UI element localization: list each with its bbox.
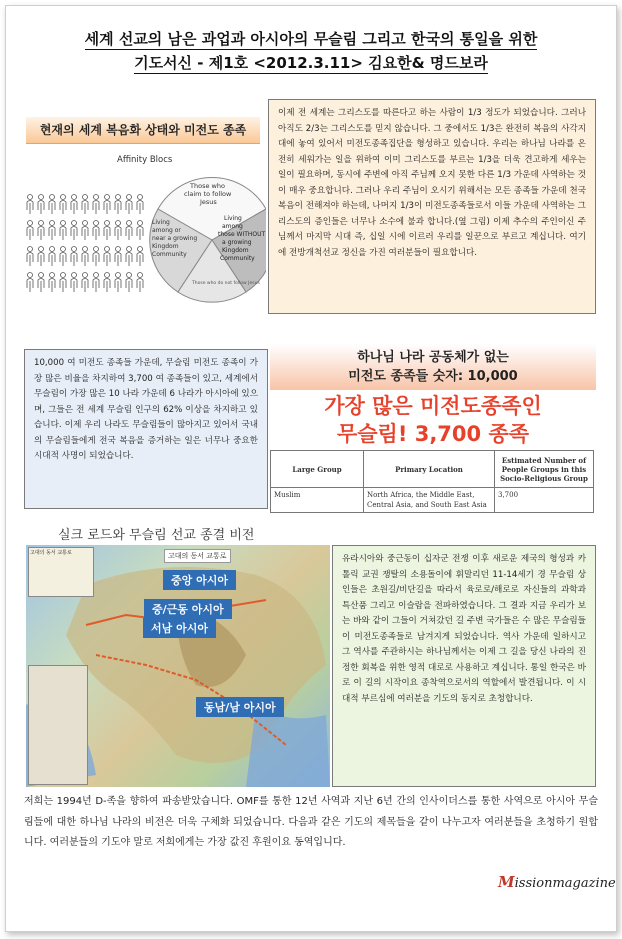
section3-heading: 실크 로드와 무슬림 선교 종결 비전 xyxy=(58,528,255,543)
section2-heading-line1: 하나님 나라 공동체가 없는 xyxy=(357,350,509,365)
section2-heading xyxy=(270,344,596,390)
table-row xyxy=(271,488,594,513)
table-header-cell: Estimated Number of People Groups in this Socio-Religious Group xyxy=(495,451,594,488)
table-cell: Muslim xyxy=(271,488,364,513)
people-crowd xyxy=(27,195,143,293)
map-inset-bottom xyxy=(28,665,88,785)
affinity-blocs-diagram xyxy=(22,150,266,318)
map-label-south-west-asia: 서남 아시아 xyxy=(143,618,216,638)
map-inset-title: 고대의 동서 교통로 xyxy=(30,550,72,556)
section3-text-box: 유라시아와 중근동이 십자군 전쟁 이후 새로운 제국의 형성과 카톨릭 교권 쟁탈의 소용돌이에 휘말리던 11-14세기 경 무슬림 상인들은 초원길/비단길을 따라서 육로로/해로로 자신들의 과학과 특산품 그리고 이슬람을 전파하였습니다. 그 결과 지금 우리가 보는 바와 같이 그들이 거쳐갔던 길 주변 국가들은 수 많은 무슬림들이 미전도종족들로 남겨지게 되었습니다. 역사 가운데 일하시고 그 역사를 주관하시는 하나님께서는 이제 그 길을 당신 나라의 진정한 회복을 위한 영적 대로로 사용하고 계십니다. 통일 한국은 바로 이 길의 시작이요 종착역으로서의 역할에서 발견됩니다. 이 시대적 부르심에 여러분을 기도의 동지로 초청합니다. xyxy=(332,545,596,787)
map-inset xyxy=(28,547,94,597)
map-small-label: 고대의 동서 교통로 xyxy=(164,549,231,563)
page-title-line1: 세계 선교의 남은 과업과 아시아의 무슬림 그리고 한국의 통일을 위한 xyxy=(84,30,538,48)
footer-text: 저희는 1994년 D-족을 향하여 파송받았습니다. OMF를 통한 12년 사역과 지난 6년 간의 인사이더스를 통한 사역으로 아시아 무슬림들에 대한 하나님 나라의 비전은 더욱 구체화 되었습니다. 다음과 같은 기도의 제목들을 같이 나누고자 여러분들을 초청하기 원합니다. 여러분들의 기도야 말로 저희에게는 가장 값진 후원이요 동역입니다. xyxy=(24,796,598,848)
diagram-title: Affinity Blocs xyxy=(117,155,173,165)
muslim-highlight-line2: 무슬림! 3,700 종족 xyxy=(336,422,530,446)
table-header-cell: Large Group xyxy=(271,451,364,488)
map-label-south-east-asia: 동남/남 아시아 xyxy=(196,697,284,717)
map-label-middle-east: 중/근동 아시아 xyxy=(144,599,232,619)
table-header-row xyxy=(271,451,594,488)
muslim-highlight-line1: 가장 많은 미전도종족인 xyxy=(324,394,542,418)
section1-heading: 현재의 세계 복음화 상태와 미전도 종족 xyxy=(26,117,260,144)
section1-text-box: 이제 전 세계는 그리스도를 따른다고 하는 사람이 1/3 정도가 되었습니다. 그러나 아직도 2/3는 그리스도를 믿지 않습니다. 그 중에서도 1/3은 완전히 복음의 사각지대에 놓여 있어서 미전도종족집단을 형성하고 있습니다. 우리는 하나님 나라를 온전히 세워가는 일을 위하여 이미 그리스도를 부르는 1/3을 더욱 견고하게 세우는 일이 필요하며, 동시에 주변에 아직 주님께 오지 못한 다른 1/3 가운데 사역하는 것이 매우 중요합니다. 그러나 우리 주님이 오시기 위해서는 모든 종족들 가운데 천국복음이 전해져야 하는데, 나머지 1/3이 미전도종족들로서 이들 가운데 사역하는 그리스도의 증인들은 너무나 소수에 불과 합니다.(옆 그림) 이제 추수의 주인이신 주님께서 마지막 시대 즉, 십일 시에 이르러 우리를 일꾼으로 부르고 계십니다. 여기에 전방개척선교 정신을 가진 여러분들이 필요합니다. xyxy=(268,99,596,314)
seg-bottom-label: Those who do not follow Jesus xyxy=(192,281,260,286)
silk-road-map xyxy=(26,545,330,787)
page-title-line2: 기도서신 - 제1호 <2012.3.11> 김요한& 명드보라 xyxy=(134,54,488,72)
table-cell: North Africa, the Middle East, Central Asia, and South East Asia xyxy=(364,488,495,513)
muslim-highlight xyxy=(270,392,596,448)
table-cell: 3,700 xyxy=(495,488,594,513)
mission-magazine-logo: Missionmagazine xyxy=(498,873,616,891)
seg-left-label: Living among or near a growing Kingdom Community xyxy=(152,219,198,258)
section2-text-box: 10,000 여 미전도 종족들 가운데, 무슬림 미전도 종족이 가장 많은 비율을 차지하여 3,700 여 종족들이 있고, 세계에서 무슬림이 가장 많은 10 나라 가운데 6 나라가 아시아에 있으며, 그들은 전 세계 무슬림 인구의 62% 이상을 차지하고 있습니다. 이제 우리 나라도 무슬림들이 많아지고 있어서 국내의 무슬림들에게 전국 복음을 증거하는 일은 너무나 중요한 시대적 사명이 되었습니다. xyxy=(24,349,268,509)
seg-right-label: Living among those WITHOUT a growing Kingdom Community xyxy=(218,215,266,262)
table-header-cell: Primary Location xyxy=(364,451,495,488)
people-group-table xyxy=(270,450,594,513)
section2-heading-line2: 미전도 종족들 숫자: 10,000 xyxy=(348,369,518,384)
map-label-central-asia: 중앙 아시아 xyxy=(163,570,236,590)
seg-top-label: Those who claim to follow Jesus xyxy=(184,182,232,206)
